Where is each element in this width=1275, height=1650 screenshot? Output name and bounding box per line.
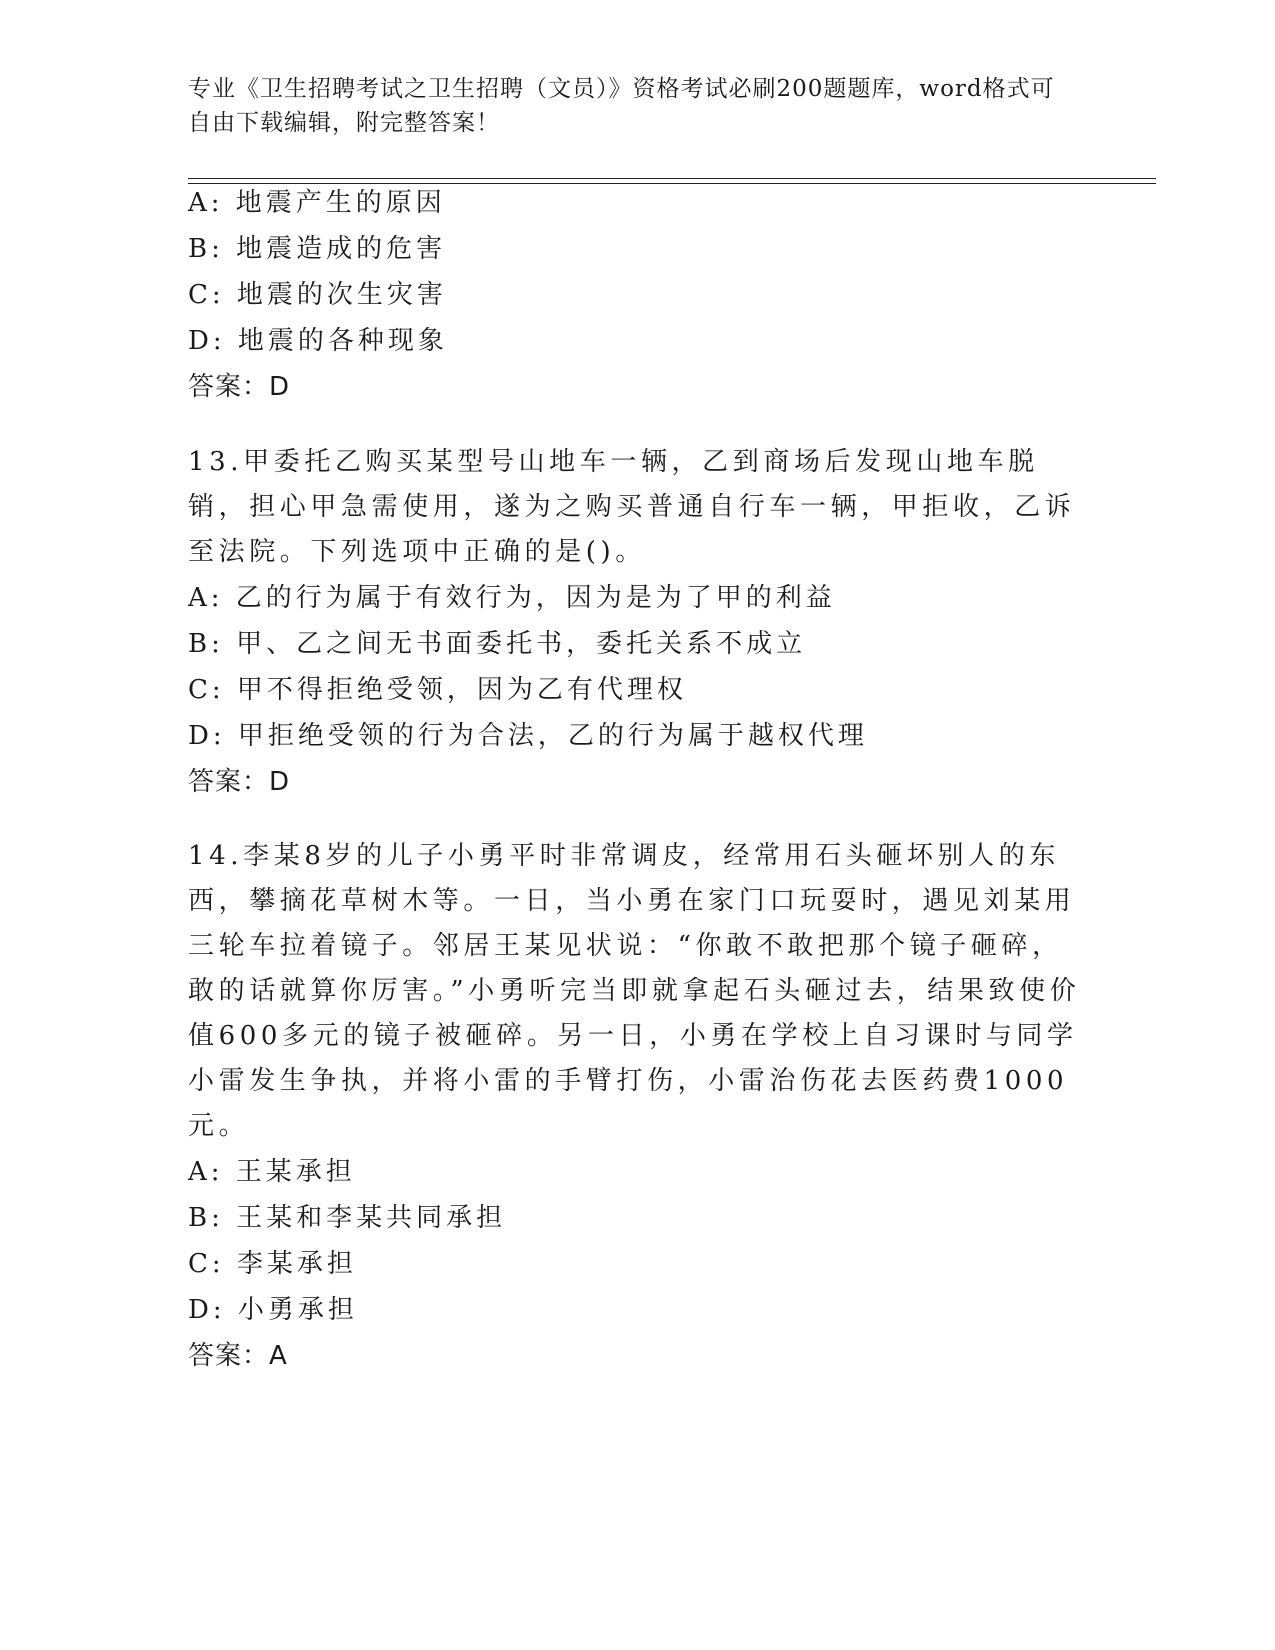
question-13 — [188, 440, 1088, 805]
answer: 答案：D — [188, 372, 291, 402]
option-c: C: 李某承担 — [188, 1249, 357, 1279]
question-14 — [188, 834, 1088, 1379]
question-stem: 14.李某8岁的儿子小勇平时非常调皮，经常用石头砸坏别人的东西，攀摘花草树木等。一日，当小勇在家门口玩耍时，遇见刘某用三轮车拉着镜子。邻居王某见状说：“你敢不敢把那个镜子砸碎，敢的话就算你厉害。”小勇听完当即就拿起石头砸过去，结果致使价值600多元的镜子被砸碎。另一日，小勇在学校上自习课时与同学小雷发生争执，并将小雷的手臂打伤，小雷治伤花去医药费1000元。 — [188, 841, 1081, 1141]
option-b: B: 王某和李某共同承担 — [188, 1203, 507, 1233]
option-b: B: 地震造成的危害 — [188, 234, 447, 264]
option-c: C: 地震的次生灾害 — [188, 280, 447, 310]
option-d: D: 甲拒绝受领的行为合法，乙的行为属于越权代理 — [188, 721, 868, 751]
option-a: A: 王某承担 — [188, 1157, 356, 1187]
header-rule-top — [188, 178, 1156, 179]
question-12 — [188, 180, 1088, 410]
answer: 答案：A — [188, 1341, 288, 1371]
option-a: A: 地震产生的原因 — [188, 188, 446, 218]
question-stem: 13.甲委托乙购买某型号山地车一辆，乙到商场后发现山地车脱销，担心甲急需使用，遂为之购买普通自行车一辆，甲拒收，乙诉至法院。下列选项中正确的是()。 — [188, 447, 1076, 567]
option-c: C: 甲不得拒绝受领，因为乙有代理权 — [188, 675, 687, 705]
option-d: D: 小勇承担 — [188, 1295, 358, 1325]
option-d: D: 地震的各种现象 — [188, 326, 448, 356]
option-a: A: 乙的行为属于有效行为，因为是为了甲的利益 — [188, 583, 836, 613]
document-header: 专业《卫生招聘考试之卫生招聘（文员）》资格考试必刷200题题库，word格式可自由下载编辑，附完整答案！ — [188, 76, 1055, 136]
option-b: B: 甲、乙之间无书面委托书，委托关系不成立 — [188, 629, 807, 659]
answer: 答案：D — [188, 767, 291, 797]
